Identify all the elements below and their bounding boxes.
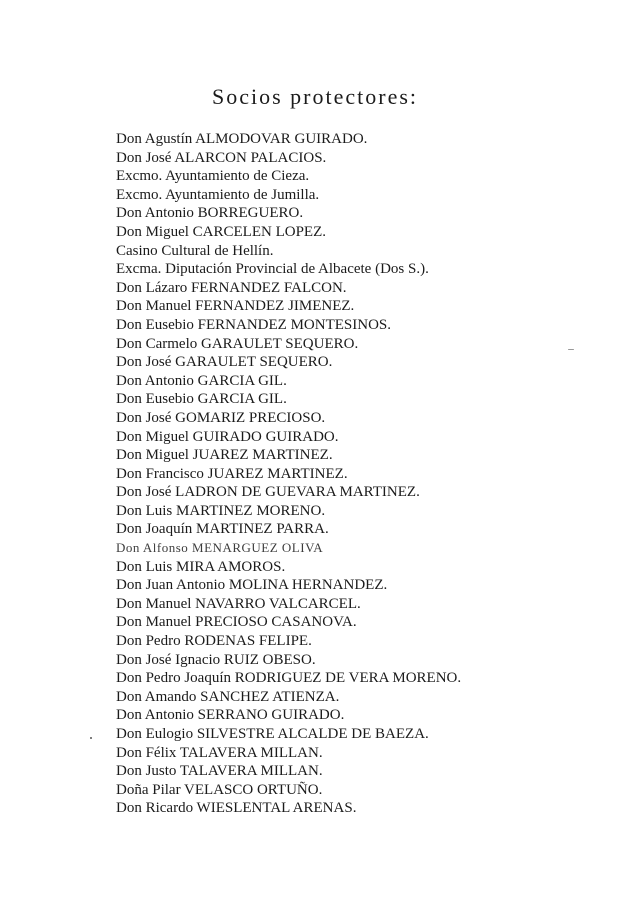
list-item: Don Antonio GARCIA GIL.	[116, 372, 287, 389]
page-title: Socios protectores:	[211, 84, 419, 109]
list-item: Don Manuel PRECIOSO CASANOVA.	[116, 614, 357, 631]
list-item: Don Manuel NAVARRO VALCARCEL.	[116, 595, 361, 612]
list-item: Don Francisco JUAREZ MARTINEZ.	[116, 465, 348, 482]
list-item: Don José GARAULET SEQUERO.	[116, 354, 333, 371]
list-item: Excma. Diputación Provincial de Albacete (Dos S.).	[116, 261, 429, 278]
list-item: Don José Ignacio RUIZ OBESO.	[116, 651, 316, 668]
list-item: Don Lázaro FERNANDEZ FALCON.	[116, 279, 347, 296]
list-item: Don José ALARCON PALACIOS.	[116, 149, 327, 166]
stray-mark	[90, 737, 92, 739]
stray-mark	[568, 349, 574, 350]
list-item: Don Antonio SERRANO GUIRADO.	[116, 707, 345, 724]
list-item: Don Eusebio GARCIA GIL.	[116, 391, 287, 408]
list-item: Don Miguel GUIRADO GUIRADO.	[116, 428, 339, 445]
list-item: Doña Pilar VELASCO ORTUÑO.	[116, 781, 323, 798]
list-item: Don Pedro Joaquín RODRIGUEZ DE VERA MORENO.	[116, 670, 462, 687]
list-item: Don Joaquín MARTINEZ PARRA.	[116, 521, 329, 538]
list-item: Don Agustín ALMODOVAR GUIRADO.	[116, 131, 368, 147]
list-item: Don Félix TALAVERA MILLAN.	[116, 744, 323, 761]
list-item: Don Manuel FERNANDEZ JIMENEZ.	[116, 298, 355, 315]
list-item: Don Miguel CARCELEN LOPEZ.	[116, 223, 326, 240]
list-item: Don José GOMARIZ PRECIOSO.	[116, 409, 326, 426]
list-item: Excmo. Ayuntamiento de Jumilla.	[116, 186, 320, 203]
list-item: Don José LADRON DE GUEVARA MARTINEZ.	[116, 484, 420, 501]
list-item: Don Amando SANCHEZ ATIENZA.	[116, 688, 340, 705]
list-item: Don Miguel JUAREZ MARTINEZ.	[116, 447, 333, 464]
list-item: Don Antonio BORREGUERO.	[116, 205, 304, 222]
list-item: Don Pedro RODENAS FELIPE.	[116, 633, 312, 650]
list-item: Don Justo TALAVERA MILLAN.	[116, 763, 323, 780]
list-item: Don Alfonso MENARGUEZ OLIVA	[116, 540, 324, 556]
list-item: Don Carmelo GARAULET SEQUERO.	[116, 335, 359, 352]
list-item: Don Ricardo WIESLENTAL ARENAS.	[116, 800, 357, 817]
list-item: Casino Cultural de Hellín.	[116, 242, 274, 259]
list-item: Don Eusebio FERNANDEZ MONTESINOS.	[116, 316, 391, 333]
list-item: Excmo. Ayuntamiento de Cieza.	[116, 168, 310, 185]
list-item: Don Juan Antonio MOLINA HERNANDEZ.	[116, 577, 388, 594]
list-item: Don Eulogio SILVESTRE ALCALDE DE BAEZA.	[116, 726, 429, 742]
members-list	[116, 130, 461, 818]
list-item: Don Luis MARTINEZ MORENO.	[116, 502, 326, 519]
list-item: Don Luis MIRA AMOROS.	[116, 558, 286, 575]
